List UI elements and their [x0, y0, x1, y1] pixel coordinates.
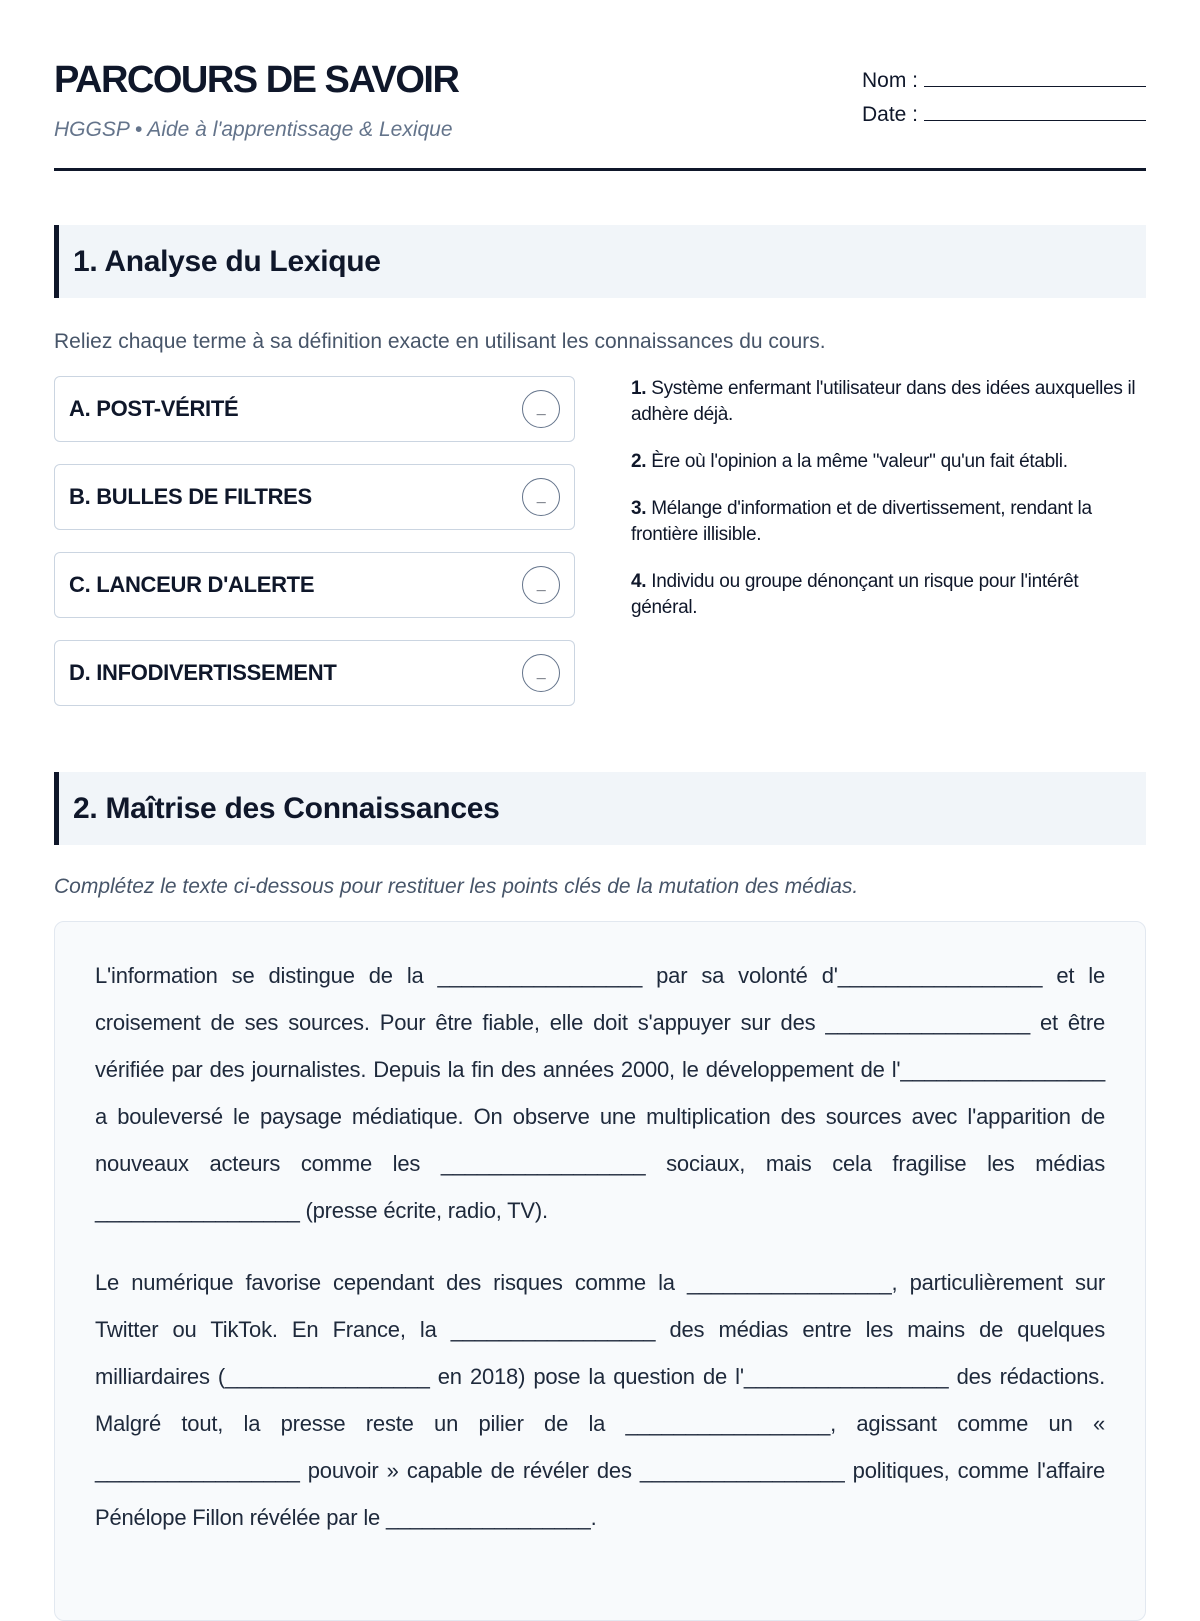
- definition-item: [631, 569, 1146, 621]
- worksheet-header: [54, 0, 1146, 171]
- term-card[interactable]: [54, 376, 575, 442]
- definition-text: Ère où l'opinion a la même "valeur" qu'un fait établi.: [651, 451, 1068, 472]
- answer-circle[interactable]: _: [522, 566, 560, 604]
- section-heading-connaissances: 2. Maîtrise des Connaissances: [54, 772, 1146, 845]
- page-title: PARCOURS DE SAVOIR: [54, 59, 459, 101]
- answer-circle[interactable]: _: [522, 654, 560, 692]
- definition-number: 3.: [631, 498, 647, 519]
- term-label: A. POST-VÉRITÉ: [69, 396, 239, 421]
- student-fields: [862, 64, 1146, 132]
- fill-in-paragraph[interactable]: Le numérique favorise cependant des risques comme la _________________, particulièrement sur Twitter ou TikTok. En France, la _________________ des médias entre les mains de quelques milliardaires (_________________ en 2018) pose la question de l'_________________ des rédactions. Malgré tout, la presse reste un pilier de la _________________, agissant comme un « _________________ pouvoir » capable de révéler des _________________ politiques, comme l'affaire Pénélope Fillon révélée par le _________________.: [95, 1270, 1105, 1530]
- definition-item: [631, 376, 1146, 428]
- definition-number: 1.: [631, 378, 647, 399]
- terms-list: [54, 376, 575, 728]
- date-blank-line[interactable]: [924, 100, 1146, 121]
- section1-instruction: Reliez chaque terme à sa définition exacte en utilisant les connaissances du cours.: [54, 330, 826, 353]
- definition-item: [631, 449, 1146, 475]
- definition-number: 4.: [631, 571, 647, 592]
- fill-in-paragraph[interactable]: L'information se distingue de la _________________ par sa volonté d'_________________ et le croisement de ses sources. Pour être fiable, elle doit s'appuyer sur des _________________ et être vérifiée par des journalistes. Depuis la fin des années 2000, le développement de l'_________________ a bouleversé le paysage médiatique. On observe une multiplication des sources avec l'apparition de nouveaux acteurs comme les _________________ sociaux, mais cela fragilise les médias _________________ (presse écrite, radio, TV).: [95, 963, 1105, 1223]
- name-label: Nom :: [861, 69, 918, 92]
- date-label: Date :: [861, 103, 918, 126]
- definition-text: Individu ou groupe dénonçant un risque pour l'intérêt général.: [631, 571, 1079, 618]
- definition-number: 2.: [631, 451, 647, 472]
- name-blank-line[interactable]: [924, 66, 1146, 87]
- fill-in-text-box: [54, 921, 1146, 1621]
- definitions-list: [631, 376, 1146, 728]
- definition-text: Système enfermant l'utilisateur dans des idées auxquelles il adhère déjà.: [631, 378, 1136, 425]
- section2-instruction: Complétez le texte ci-dessous pour restituer les points clés de la mutation des médias.: [54, 875, 859, 898]
- term-label: B. BULLES DE FILTRES: [69, 484, 312, 509]
- answer-circle[interactable]: _: [522, 390, 560, 428]
- term-label: C. LANCEUR D'ALERTE: [69, 572, 315, 597]
- page-subtitle: HGGSP • Aide à l'apprentissage & Lexique: [54, 118, 453, 141]
- matching-exercise: [54, 376, 1146, 728]
- section-heading-lexique: 1. Analyse du Lexique: [54, 225, 1146, 298]
- name-field[interactable]: [862, 64, 1146, 98]
- definition-item: [631, 496, 1146, 548]
- date-field[interactable]: [862, 98, 1146, 132]
- term-card[interactable]: [54, 464, 575, 530]
- answer-circle[interactable]: _: [522, 478, 560, 516]
- term-label: D. INFODIVERTISSEMENT: [69, 660, 337, 685]
- term-card[interactable]: [54, 552, 575, 618]
- term-card[interactable]: [54, 640, 575, 706]
- definition-text: Mélange d'information et de divertissement, rendant la frontière illisible.: [631, 498, 1092, 545]
